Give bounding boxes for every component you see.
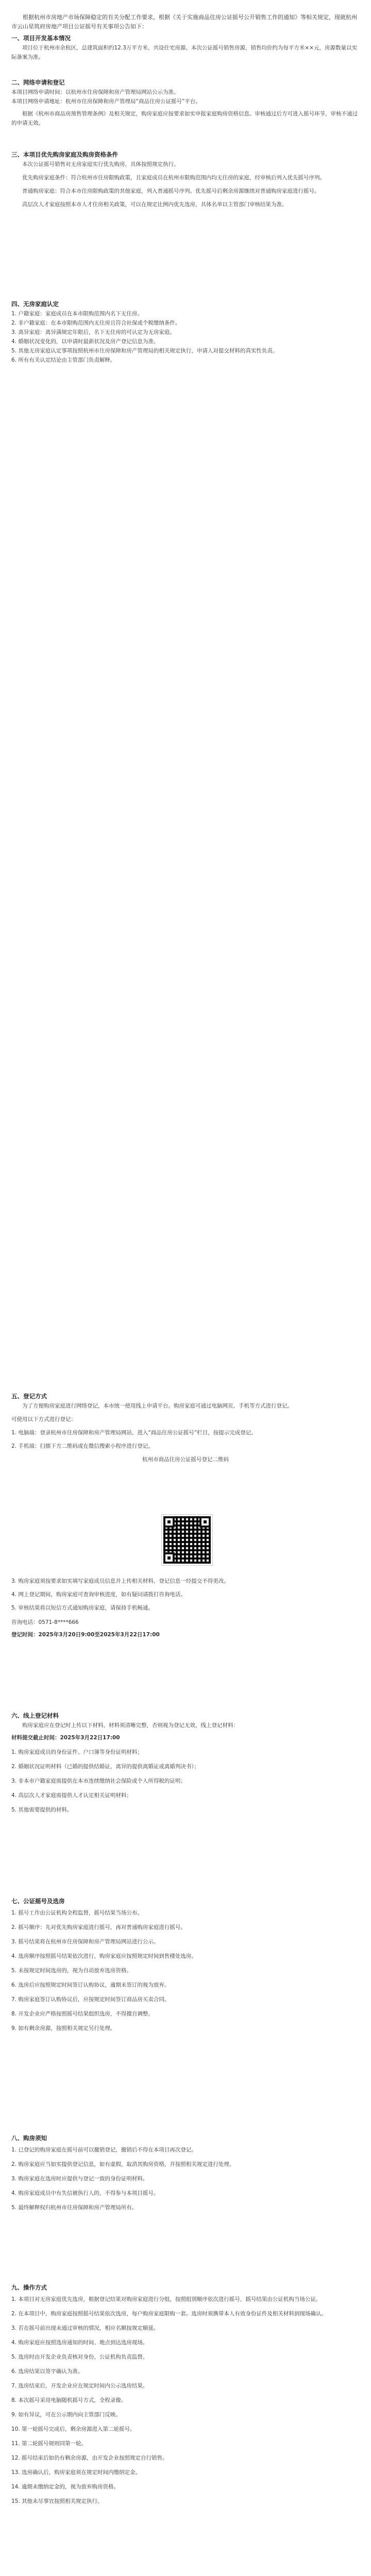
section-paragraph: 8. 本次摇号采用电脑随机摇号方式，全程录像。 — [11, 2397, 127, 2403]
section-paragraph: 9. 如有剩余房源，按照相关规定另行处理。 — [11, 2025, 116, 2031]
section-paragraph: 1. 本项目对无房家庭优先选房，根据登记结果对购房家庭进行分组，按照组别顺序依次进行摇号，摇号结果由公证机构当场公证。 — [11, 2296, 322, 2302]
section-paragraph: 5. 审核结果将以短信方式通知购房家庭，请保持手机畅通。 — [11, 1605, 154, 1611]
section-registration-method — [11, 1391, 360, 1464]
section-paragraph: 4. 购房家庭应按照选房通知的时间、地点到达选房现场。 — [11, 2340, 148, 2346]
section-title: 六、线上登记材料 — [11, 1712, 59, 1719]
section-title: 五、登记方式 — [11, 1393, 47, 1400]
section-paragraph: 1. 电脑端：登录杭州市住房保障和房产管理局网站，进入“商品住房公证摇号”栏目，按提示完成登记。 — [11, 1430, 257, 1436]
section-paragraph: 2. 婚姻状况证明材料（已婚的提供结婚证，离异的提供离婚证或离婚判决书）； — [11, 1764, 200, 1770]
section-paragraph: 11. 第二轮摇号规则同第一轮。 — [11, 2441, 87, 2447]
section-title: 七、公证摇号及选房 — [11, 1897, 65, 1905]
section-paragraph: 5. 其他需要提供的材料。 — [11, 1807, 73, 1813]
section-paragraph: 2. 摇号顺序：先对优先购房家庭进行摇号，再对普通购房家庭进行摇号。 — [11, 1924, 186, 1930]
section-paragraph: 1. 购房家庭成员的身份证件、户口簿等身份证明材料； — [11, 1749, 143, 1755]
section-paragraph: 7. 选房结束后，开发企业应在规定时间内公示选房结果。 — [11, 2383, 148, 2389]
section-paragraph: 5. 选房时由开发企业负责核对身份，公证机构负责监督。 — [11, 2354, 148, 2360]
section-paragraph: 高层次人才家庭按照本市人才住房相关政策，可以在规定比例内优先选房，具体名单以主管部门审核结果为准。 — [22, 201, 288, 208]
section-paragraph: 7. 购房家庭签订认购协议后，应按规定时间签订商品房买卖合同。 — [11, 1996, 170, 2003]
section-title: 八、购房须知 — [11, 2134, 47, 2142]
section-paragraph: 4. 高层次人才家庭需提供人才认定相关证明材料； — [11, 1792, 132, 1799]
section-title: 九、操作方式 — [11, 2284, 47, 2291]
section-online-materials — [11, 1710, 360, 1815]
notice-time: 材料提交截止时间：2025年3月22日17:00 — [11, 1735, 120, 1741]
section-paragraph: 1. 摇号工作由公证机构全程监督，摇号结果当场公布。 — [11, 1910, 143, 1916]
section-title: 一、项目开发基本情况 — [11, 35, 71, 42]
register-time: 登记时间：2025年3月20日9:00至2025年3月22日17:00 — [11, 1632, 160, 1638]
section-paragraph: 14. 逾期未缴纳定金的，视为放弃购房资格。 — [11, 2484, 120, 2490]
section-paragraph: 3. 购房家庭在选房时应提供与登记一致的身份证明材料。 — [11, 2176, 148, 2182]
section-paragraph: 6. 选房结果以签字确认为准。 — [11, 2368, 83, 2375]
section-operation — [11, 2282, 360, 2506]
section-line: 3. 离异家庭：离异满规定年限后，名下无住房的可认定为无房家庭。 — [11, 329, 175, 335]
section-paragraph: 普通购房家庭：符合本市住房限购政策的其他家庭，列入普通摇号序列。优先摇号后剩余房源继续对普通购房家庭进行摇号。 — [22, 188, 320, 194]
section-line: 5. 其他无房家庭认定事项按照杭州市住房保障和房产管理局的相关规定执行，申请人对提交材料的真实性负责。 — [11, 348, 278, 354]
section-line: 本项目网络申请地址：杭州市住房保障和房产管理局“商品住房公证摇号”平台。 — [11, 98, 201, 105]
section-title: 四、无房家庭认定 — [11, 300, 59, 308]
section-line: 2. 非户籍家庭：在本市限购范围内无住房且符合社保或个税缴纳条件。 — [11, 320, 181, 326]
contact-phone: 咨询电话：0571-8****666 — [11, 1619, 79, 1625]
section-line: 本项目网络申请时间：以杭州市住房保障和房产管理局网站公示为准。 — [11, 89, 179, 95]
section-line: 4. 婚姻状况变化的，以申请时最新状况及房产登记信息为准。 — [11, 338, 159, 345]
qr-code-image[interactable] — [162, 1515, 212, 1565]
section-paragraph: 2. 在本项目中，购房家庭按照摇号结果依次选房，每户购房家庭限购一套。选房时须携带本人有效身份证件及相关材料到现场确认。 — [11, 2311, 327, 2317]
section-paragraph: 4. 选房顺序按照摇号结果依次进行，购房家庭应按照规定时间到售楼处选房。 — [11, 1953, 197, 1959]
section-paragraph: 4. 购房家庭成员中有失信被执行人的，不得参与本项目摇号。 — [11, 2190, 159, 2196]
section-paragraph: 优先购房家庭条件：符合杭州市住房限购政策，且家庭成员在杭州市限购范围内均无住房的家庭，经审核后列入优先摇号序列。 — [22, 175, 325, 181]
section-paragraph: 9. 如有异议，可在公示期内向主管部门反映。 — [11, 2412, 121, 2418]
section-paragraph: 2. 手机端：扫描下方二维码或在微信搜索小程序进行登记。 — [11, 1443, 154, 1449]
section-paragraph: 8. 开发企业应严格按照摇号结果组织选房，不得擅自调整。 — [11, 2011, 154, 2017]
section-paragraph: 4. 网上登记期间，购房家庭可查询审核进度，如有疑问请拨打咨询电话。 — [11, 1591, 186, 1598]
section-paragraph: 购房家庭应在登记时上传以下材料，材料须清晰完整，否则视为登记无效，线上登记材料： — [22, 1722, 239, 1728]
section-paragraph: 15. 其他未尽事宜按照相关规定执行。 — [11, 2498, 103, 2504]
section-paragraph: 5. 未按规定时间选房的，视为自动放弃选房资格。 — [11, 1968, 132, 1974]
section-paragraph: 本次公证摇号销售对无房家庭实行优先购房，具体按照规定执行。 — [22, 161, 179, 167]
section-paragraph: 5. 最终解释权归杭州市住房保障和房产管理局所有。 — [11, 2205, 138, 2211]
section-paragraph: 3. 购房家庭须按要求如实填写家庭成员信息并上传相关材料，登记信息一经提交不得更改。 — [11, 1578, 229, 1584]
section-registration-notes — [11, 1577, 360, 1639]
section-paragraph: 10. 第一轮摇号完成后，剩余房源进入第二轮摇号。 — [11, 2426, 136, 2432]
qr-caption: 杭州市商品住房公证摇号登记二维码 — [142, 1456, 229, 1463]
section-paragraph: 为了方便购房家庭进行网络登记，本市统一使用线上申请平台。购房家庭可通过电脑网页、手机等方式进行登记。 — [22, 1403, 293, 1409]
section-paragraph: 2. 购房家庭应当如实提供登记信息，如有虚假，取消其购房资格，并按照相关规定进行处理。 — [11, 2161, 235, 2167]
section-title: 三、本项目优先购房家庭及购房资格条件 — [11, 151, 118, 158]
section-paragraph: 3. 非本市户籍家庭需提供在本市连续缴纳社会保险或个人所得税的证明； — [11, 1778, 186, 1784]
section-online-application — [11, 77, 360, 128]
section-paragraph: 3. 若在摇号前出现未通过审核的情况，相应名额按规定顺延。 — [11, 2325, 159, 2331]
section-paragraph: 3. 摇号结果将在杭州市住房保障和房产管理局网站进行公示。 — [11, 1939, 159, 1945]
section-paragraph: 项目位于杭州市余杭区，总建筑面积约12.3万平方米，共设住宅房源。本次公证摇号销售房源，销售均价约为每平方米××元，房源数量以实际备案为准。 — [11, 45, 357, 60]
section-lottery — [11, 1896, 360, 2033]
section-no-house-definition — [11, 299, 360, 365]
section-paragraph: 1. 已登记的购房家庭在摇号前可以撤销登记，撤销后不得在本项目再次登记。 — [11, 2147, 197, 2153]
section-paragraph: 可使用以下方式进行登记： — [11, 1416, 76, 1422]
section-project-info — [11, 33, 360, 62]
section-eligibility — [11, 149, 360, 209]
section-line: 根据《杭州市商品房预售管理条例》及相关规定，购房家庭应按要求如实申报家庭购房资格信息。审核通过后方可进入摇号环节，审核不通过的申请无效。 — [11, 111, 358, 126]
section-line: 6. 所有有关认定结论由主管部门负责解释。 — [11, 357, 116, 363]
section-paragraph: 12. 摇号结束后如仍有剩余房源，由开发企业按照规定自行销售。 — [11, 2455, 168, 2461]
section-purchase-notes — [11, 2133, 360, 2212]
section-line: 1. 户籍家庭：家庭成员在本市限购范围内名下无住房。 — [11, 311, 143, 317]
section-paragraph: 13. 选房确认后，购房家庭须在规定时间内缴纳定金。 — [11, 2469, 141, 2476]
section-title: 二、网络申请和登记 — [11, 79, 65, 86]
section-paragraph: 6. 选房后应按照规定时间签订认购协议，逾期未签订的视为放弃。 — [11, 1982, 170, 1988]
intro-paragraph: 根据杭州市房地产市场保障稳定的有关分配工作要求，根据《关于实施商品住房公证摇号公开销售工作的通知》等相关规定，现就杭州市云山星筑府房地产项目公证摇号有关事项公告如下： — [11, 14, 357, 30]
